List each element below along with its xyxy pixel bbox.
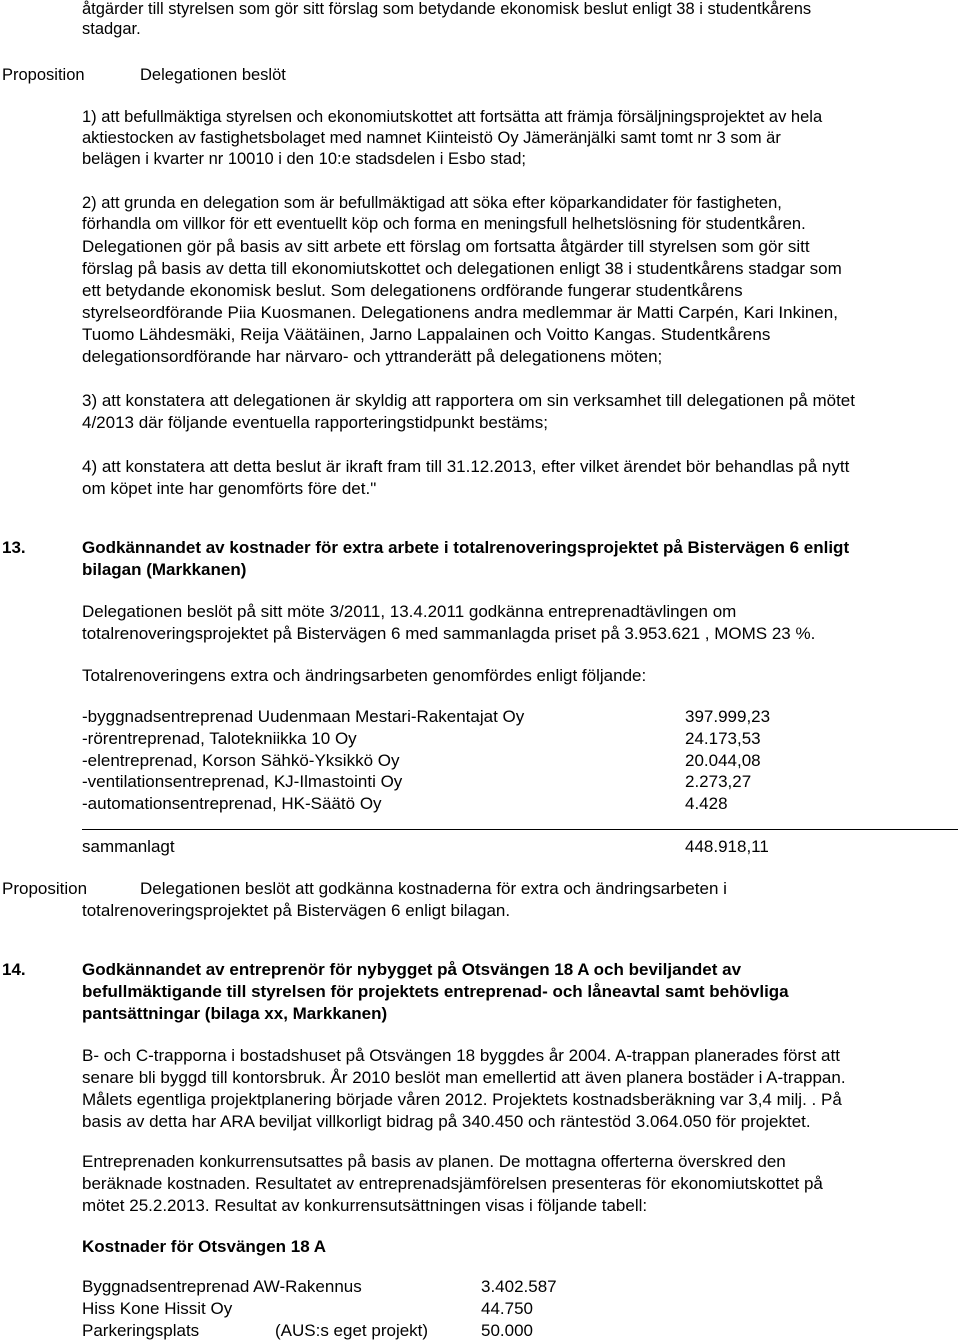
text-line: styrelseordförande Piia Kuosmanen. Delegationens andra medlemmar är Matti Carpén, Kari Inkinen, <box>82 303 838 322</box>
text-line: aktiestocken av fastighetsbolaget med namnet Kiinteistö Oy Jämeränjälki samt tomt nr 3 som är <box>82 129 781 147</box>
text-line: delegationsordförande har närvaro- och yttranderätt på delegationens möten; <box>82 347 663 366</box>
section-title: pantsättningar (bilaga xx, Markkanen) <box>82 1004 388 1023</box>
proposition-label: Proposition <box>2 879 88 898</box>
table-row-label: Hiss Kone Hissit Oy <box>82 1299 233 1318</box>
text-line: basis av detta har ARA beviljat villkorligt bidrag på 340.450 och räntestöd 3.064.050 för projektet. <box>82 1112 811 1131</box>
text-line: mötet 25.2.2013. Resultat av konkurrensutsättningen visas i följande tabell: <box>82 1196 648 1215</box>
text-line: beräknade kostnaden. Resultatet av entreprenadsjämförelsen presenteras för ekonomiutskottet på <box>82 1174 823 1193</box>
text-line: 4/2013 där följande eventuella rapporteringstidpunkt bestäms; <box>82 413 548 432</box>
text-line: senare bli byggd till kontorsbruk. År 2010 beslöt man emellertid att även planera bostäder i A-trappan. <box>82 1068 846 1087</box>
text-line: belägen i kvarter nr 10010 i den 10:e stadsdelen i Esbo stad; <box>82 150 526 168</box>
text-line: totalrenoveringsprojektet på Bistervägen 6 enligt bilagan. <box>82 901 511 920</box>
text-line: Tuomo Lähdesmäki, Reija Väätäinen, Jarno Lappalainen och Voitto Kangas. Studentkårens <box>82 325 771 344</box>
table-title: Kostnader för Otsvängen 18 A <box>82 1237 327 1256</box>
table-row-label: Byggnadsentreprenad AW-Rakennus <box>82 1277 362 1296</box>
table-row-amount: 50.000 <box>481 1321 533 1340</box>
text-line: stadgar. <box>82 20 141 38</box>
cost-item-amount: 4.428 <box>685 794 728 813</box>
table-row-label: Parkeringsplats <box>82 1321 200 1340</box>
total-divider <box>82 829 958 830</box>
cost-item-label: -automationsentreprenad, HK-Säätö Oy <box>82 794 382 813</box>
text-line: åtgärder till styrelsen som gör sitt förslag som betydande ekonomisk beslut enligt 38 i studentkårens <box>82 0 812 18</box>
text-line: förhandla om villkor för ett eventuellt köp och forma en meningsfull helhetslösning för studentkåren. <box>82 215 806 233</box>
text-line: 2) att grunda en delegation som är befullmäktigad att söka efter köparkandidater för fastigheten, <box>82 194 782 212</box>
total-amount: 448.918,11 <box>685 837 769 856</box>
text-line: 3) att konstatera att delegationen är skyldig att rapportera om sin verksamhet till delegationen på mötet <box>82 391 855 410</box>
table-row-amount: 44.750 <box>481 1299 533 1318</box>
total-label: sammanlagt <box>82 837 175 856</box>
text-line: Delegationen beslöt på sitt möte 3/2011, 13.4.2011 godkänna entreprenadtävlingen om <box>82 602 737 621</box>
text-line: förslag på basis av detta till ekonomiutskottet och delegationen enligt 38 i studentkårens stadgar som <box>82 259 842 278</box>
cost-item-amount: 2.273,27 <box>685 772 752 791</box>
text-line: om köpet inte har genomförts före det." <box>82 479 377 498</box>
section-title: bilagan (Markkanen) <box>82 560 247 579</box>
table-row-note: (AUS:s eget projekt) <box>275 1321 429 1340</box>
cost-item-label: -byggnadsentreprenad Uudenmaan Mestari-Rakentajat Oy <box>82 707 525 726</box>
text-line: ett betydande ekonomisk beslut. Som delegationens ordförande fungerar studentkårens <box>82 281 743 300</box>
text-line: B- och C-trapporna i bostadshuset på Otsvängen 18 byggdes år 2004. A-trappan planerades först att <box>82 1046 840 1065</box>
proposition-label: Proposition <box>2 66 85 84</box>
section-title: Godkännandet av kostnader för extra arbete i totalrenoveringsprojektet på Bistervägen 6 enligt <box>82 538 850 557</box>
text-line: Totalrenoveringens extra och ändringsarbeten genomfördes enligt följande: <box>82 666 647 685</box>
text-line: Målets egentliga projektplanering började våren 2012. Projektets kostnadsberäkning var 3,4 milj. . På <box>82 1090 842 1109</box>
text-line: 1) att befullmäktiga styrelsen och ekonomiutskottet att fortsätta att främja försäljningsprojektet av hela <box>82 108 823 126</box>
proposition-heading: Delegationen beslöt <box>140 66 286 84</box>
text-line: totalrenoveringsprojektet på Bistervägen 6 med sammanlagda priset på 3.953.621 , MOMS 23 %. <box>82 624 816 643</box>
cost-item-label: -ventilationsentreprenad, KJ-Ilmastointi Oy <box>82 772 403 791</box>
text-line: Entreprenaden konkurrensutsattes på basis av planen. De mottagna offerterna överskred den <box>82 1152 786 1171</box>
cost-item-label: -rörentreprenad, Talotekniikka 10 Oy <box>82 729 357 748</box>
text-line: Delegationen gör på basis av sitt arbete ett förslag om fortsatta åtgärder till styrelsen som gör sitt <box>82 237 810 256</box>
cost-item-amount: 20.044,08 <box>685 751 761 770</box>
section-number: 14. <box>2 960 26 979</box>
text-line: Delegationen beslöt att godkänna kostnaderna för extra och ändringsarbeten i <box>140 879 727 898</box>
cost-item-label: -elentreprenad, Korson Sähkö-Yksikkö Oy <box>82 751 400 770</box>
section-title: befullmäktigande till styrelsen för projektets entreprenad- och låneavtal samt behövliga <box>82 982 789 1001</box>
cost-item-amount: 397.999,23 <box>685 707 771 726</box>
section-title: Godkännandet av entreprenör för nybygget på Otsvängen 18 A och beviljandet av <box>82 960 742 979</box>
text-line: 4) att konstatera att detta beslut är ikraft fram till 31.12.2013, efter vilket ärendet bör behandlas på nytt <box>82 457 850 476</box>
cost-item-amount: 24.173,53 <box>685 729 761 748</box>
table-row-amount: 3.402.587 <box>481 1277 557 1296</box>
section-number: 13. <box>2 538 26 557</box>
